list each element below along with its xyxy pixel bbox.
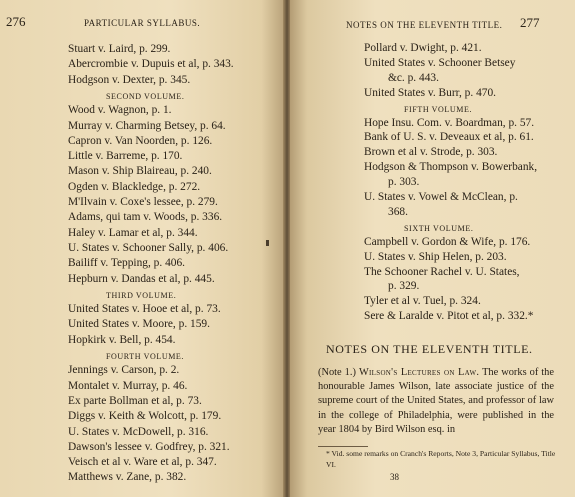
case-entry: Adams, qui tam v. Woods, p. 336.: [68, 211, 223, 224]
case-entry: United States v. Moore, p. 159.: [68, 318, 210, 331]
case-entry: Pollard v. Dwight, p. 421.: [364, 42, 482, 54]
case-entry: 368.: [388, 205, 408, 218]
case-entry: Mason v. Ship Blaireau, p. 240.: [68, 165, 212, 178]
case-entry: Bailiff v. Tepping, p. 406.: [68, 257, 186, 270]
volume-heading: THIRD VOLUME.: [106, 290, 177, 300]
right-page-number: 277: [520, 15, 540, 30]
case-entry: Hodgson v. Dexter, p. 345.: [68, 73, 191, 86]
case-entry: Montalet v. Murray, p. 46.: [68, 379, 188, 392]
case-entry: Haley v. Lamar et al, p. 344.: [68, 226, 198, 239]
case-entry: U. States v. Schooner Sally, p. 406.: [68, 241, 229, 254]
case-entry: The Schooner Rachel v. U. States,: [364, 265, 520, 278]
volume-heading: FOURTH VOLUME.: [106, 352, 184, 361]
volume-heading: SIXTH VOLUME.: [404, 223, 474, 233]
case-entry: Jennings v. Carson, p. 2.: [68, 364, 180, 377]
volume-heading: SECOND VOLUME.: [106, 91, 185, 101]
case-entry: Capron v. Van Noorden, p. 126.: [68, 134, 213, 147]
section-title: NOTES ON THE ELEVENTH TITLE.: [326, 342, 533, 356]
case-entry: Hope Insu. Com. v. Boardman, p. 57.: [364, 116, 535, 129]
case-entry: p. 303.: [388, 176, 420, 189]
note-body: The works of the honourable James Wilson, late associate justice of the supreme court of the United States, and professor of law in the college of Philadelphia, were published in the year 1804 by Bird Wilson esq. in: [318, 367, 554, 435]
volume-heading: FIFTH VOLUME.: [404, 104, 473, 114]
case-entry: Campbell v. Gordon & Wife, p. 176.: [364, 235, 531, 248]
case-entry: p. 329.: [388, 280, 420, 293]
note-lead: (Note 1.): [318, 367, 356, 378]
case-entry: Matthews v. Zane, p. 382.: [68, 471, 187, 484]
case-entry: Murray v. Charming Betsey, p. 64.: [68, 119, 226, 132]
case-entry: United States v. Hooe et al, p. 73.: [68, 303, 221, 316]
case-entry: Hepburn v. Dandas et al, p. 445.: [68, 272, 215, 285]
case-entry: U. States v. Ship Helen, p. 203.: [364, 250, 507, 263]
footnote: * Vid. some remarks on Cranch's Reports, Note 3, Particular Syllabus, Title VI.: [326, 449, 556, 469]
note-heading: Wilson's Lectures on Law.: [358, 367, 480, 378]
case-entry: Ex parte Bollman et al, p. 73.: [68, 394, 202, 407]
case-entry: Tyler et al v. Tuel, p. 324.: [364, 295, 481, 308]
case-entry: Abercrombie v. Dupuis et al, p. 343.: [68, 58, 234, 71]
case-entry: Hopkirk v. Bell, p. 454.: [68, 333, 176, 346]
case-entry: Diggs v. Keith & Wolcott, p. 179.: [68, 410, 222, 423]
case-entry: Ogden v. Blackledge, p. 272.: [68, 180, 201, 193]
footnote-rule: [318, 446, 368, 447]
case-entry: Veisch et al v. Ware et al, p. 347.: [68, 456, 217, 469]
case-entry: Sere & Laralde v. Pitot et al, p. 332.*: [364, 310, 534, 323]
case-entry: Wood v. Wagnon, p. 1.: [68, 104, 172, 117]
case-entry: U. States v. McDowell, p. 316.: [68, 425, 209, 438]
signature-mark: 38: [390, 472, 399, 482]
case-entry: Dawson's lessee v. Godfrey, p. 321.: [68, 440, 230, 453]
right-running-head: NOTES ON THE ELEVENTH TITLE.: [346, 20, 503, 30]
case-entry: U. States v. Vowel & McClean, p.: [364, 191, 518, 203]
case-entry: Hodgson & Thompson v. Bowerbank,: [364, 161, 538, 174]
case-entry: Bank of U. S. v. Deveaux et al, p. 61.: [364, 131, 534, 144]
note-paragraph: [318, 366, 554, 437]
case-entry: Stuart v. Laird, p. 299.: [68, 43, 171, 55]
left-running-head: PARTICULAR SYLLABUS.: [84, 18, 201, 28]
case-entry: United States v. Burr, p. 470.: [364, 86, 496, 99]
page-ornament: [266, 240, 269, 246]
case-entry: United States v. Schooner Betsey: [364, 56, 516, 69]
case-entry: M'Ilvain v. Coxe's lessee, p. 279.: [68, 196, 218, 208]
case-entry: &c. p. 443.: [388, 71, 439, 84]
case-entry: Brown et al v. Strode, p. 303.: [364, 146, 498, 159]
case-entry: Little v. Barreme, p. 170.: [68, 150, 183, 163]
left-page-number: 276: [6, 14, 26, 29]
left-page: [0, 0, 284, 497]
